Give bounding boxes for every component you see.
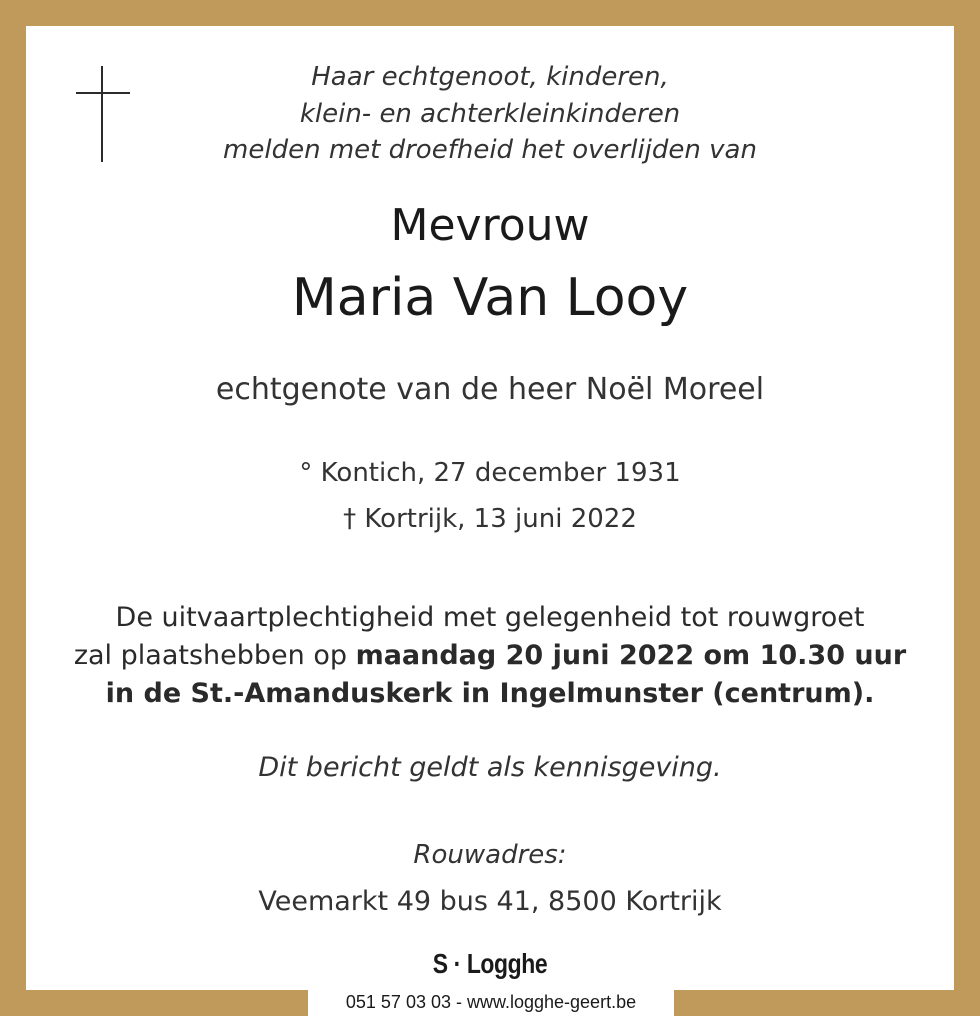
funeral-line-2 <box>0 640 980 671</box>
intro-line-1: Haar echtgenoot, kinderen, <box>311 62 669 92</box>
funeral-home-contact: 051 57 03 03 - www.logghe-geert.be <box>308 988 674 1016</box>
funeral-location: in de St.-Amanduskerk in Ingelmunster (centrum). <box>105 678 875 709</box>
funeral-date-time: maandag 20 juni 2022 om 10.30 uur <box>355 640 907 671</box>
spouse-line: echtgenote van de heer Noël Moreel <box>215 372 765 407</box>
notice-line: Dit bericht geldt als kennisgeving. <box>258 752 722 783</box>
funeral-line-1: De uitvaartplechtigheid met gelegenheid tot rouwgroet <box>115 602 865 633</box>
birth-line: ° Kontich, 27 december 1931 <box>299 458 681 488</box>
intro-line-2: klein- en achterkleinkinderen <box>299 99 681 129</box>
deceased-name: Maria Van Looy <box>291 268 689 328</box>
salutation: Mevrouw <box>390 200 590 251</box>
address-label: Rouwadres: <box>413 840 567 870</box>
address-value: Veemarkt 49 bus 41, 8500 Kortrijk <box>258 886 722 917</box>
funeral-home-logo: S · Logghe <box>432 948 548 979</box>
death-line: † Kortrijk, 13 juni 2022 <box>343 504 637 534</box>
intro-line-3: melden met droefheid het overlijden van <box>223 135 757 165</box>
funeral-line-2-plain: zal plaatshebben op <box>73 640 356 671</box>
